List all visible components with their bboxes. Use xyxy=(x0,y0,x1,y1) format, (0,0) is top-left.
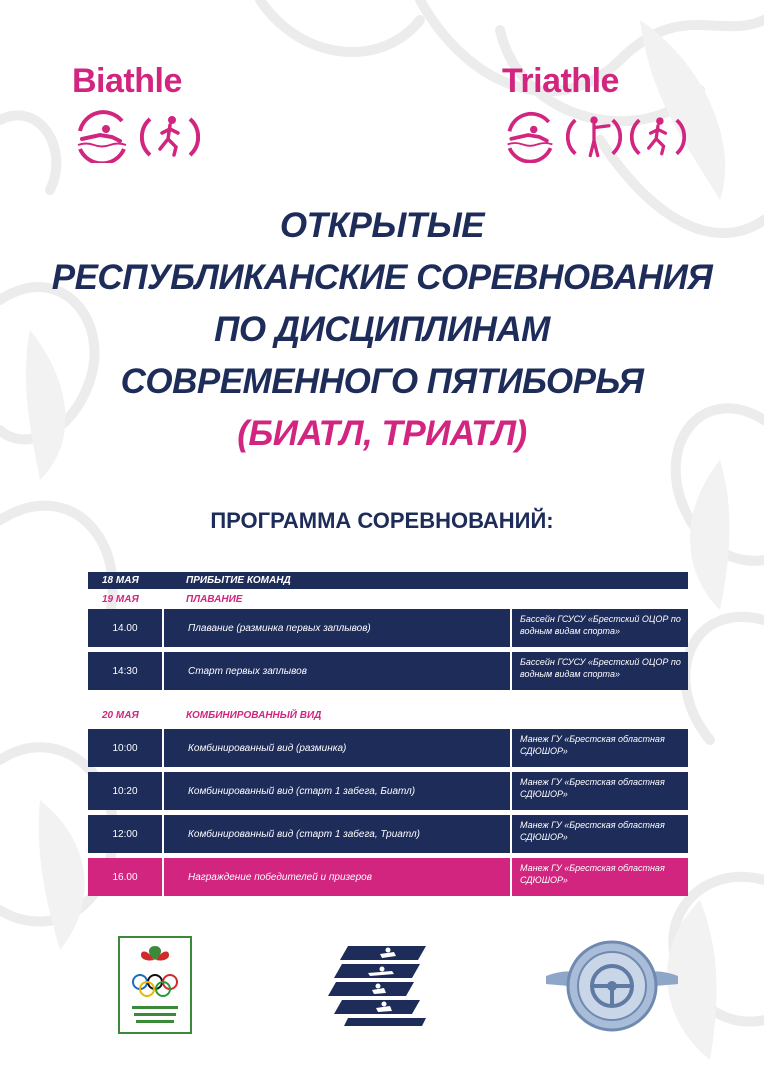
event-time: 14.00 xyxy=(88,609,162,647)
event-time: 10:00 xyxy=(88,729,162,767)
biathle-wordmark: Biathle xyxy=(72,62,182,100)
event-place: Манеж ГУ «Брестская областная СДЮШОР» xyxy=(512,729,688,767)
page-title xyxy=(0,200,764,460)
event-name: Комбинированный вид (разминка) xyxy=(164,729,510,767)
title-line: РЕСПУБЛИКАНСКИЕ СОРЕВНОВАНИЯ xyxy=(51,258,713,297)
day-title: ПЛАВАНИЕ xyxy=(186,593,243,605)
running-icon xyxy=(140,109,200,163)
event-place: Бассейн ГСУСУ «Брестский ОЦОР по водным видам спорта» xyxy=(512,652,688,690)
event-row xyxy=(88,609,688,647)
olympic-academy-logo xyxy=(118,936,192,1034)
event-place: Бассейн ГСУСУ «Брестский ОЦОР по водным видам спорта» xyxy=(512,609,688,647)
day-title: ПРИБЫТИЕ КОМАНД xyxy=(186,575,291,586)
event-name: Комбинированный вид (старт 1 забега, Биатл) xyxy=(164,772,510,810)
running-icon xyxy=(630,109,686,163)
event-time: 14:30 xyxy=(88,652,162,690)
event-place: Манеж ГУ «Брестская областная СДЮШОР» xyxy=(512,815,688,853)
program-heading: ПРОГРАММА СОРЕВНОВАНИЙ: xyxy=(210,508,554,533)
event-row xyxy=(88,729,688,767)
biathle-brand xyxy=(72,62,200,163)
day-date: 18 МАЯ xyxy=(102,575,139,586)
event-row xyxy=(88,652,688,690)
event-name: Старт первых заплывов xyxy=(164,652,510,690)
schedule xyxy=(88,572,688,901)
event-row xyxy=(88,772,688,810)
event-row xyxy=(88,815,688,853)
title-line: ПО ДИСЦИПЛИНАМ xyxy=(214,310,550,349)
event-time: 10:20 xyxy=(88,772,162,810)
title-line: СОВРЕМЕННОГО ПЯТИБОРЬЯ xyxy=(120,362,644,401)
title-line: ОТКРЫТЫЕ xyxy=(279,206,485,245)
day-header xyxy=(88,705,688,725)
day-date: 19 МАЯ xyxy=(102,593,139,605)
award-event-row xyxy=(88,858,688,896)
shooting-icon xyxy=(566,109,622,163)
event-time: 12:00 xyxy=(88,815,162,853)
triathle-wordmark: Triathle xyxy=(502,62,619,100)
event-place: Манеж ГУ «Брестская областная СДЮШОР» xyxy=(512,772,688,810)
day-title: КОМБИНИРОВАННЫЙ ВИД xyxy=(186,709,322,721)
modern-pentathlon-logo xyxy=(328,940,432,1030)
event-time: 16.00 xyxy=(88,858,162,896)
title-disciplines: (БИАТЛ, ТРИАТЛ) xyxy=(237,414,527,453)
day-row xyxy=(88,572,688,589)
swimming-icon xyxy=(502,109,558,163)
day-header xyxy=(88,589,688,609)
triathle-brand xyxy=(502,62,686,163)
swimming-icon xyxy=(72,109,132,163)
day-date: 20 МАЯ xyxy=(102,709,139,721)
event-name: Награждение победителей и призеров xyxy=(164,858,510,896)
event-name: Комбинированный вид (старт 1 забега, Триатл) xyxy=(164,815,510,853)
ministry-emblem xyxy=(542,936,682,1036)
event-name: Плавание (разминка первых заплывов) xyxy=(164,609,510,647)
event-place: Манеж ГУ «Брестская областная СДЮШОР» xyxy=(512,858,688,896)
